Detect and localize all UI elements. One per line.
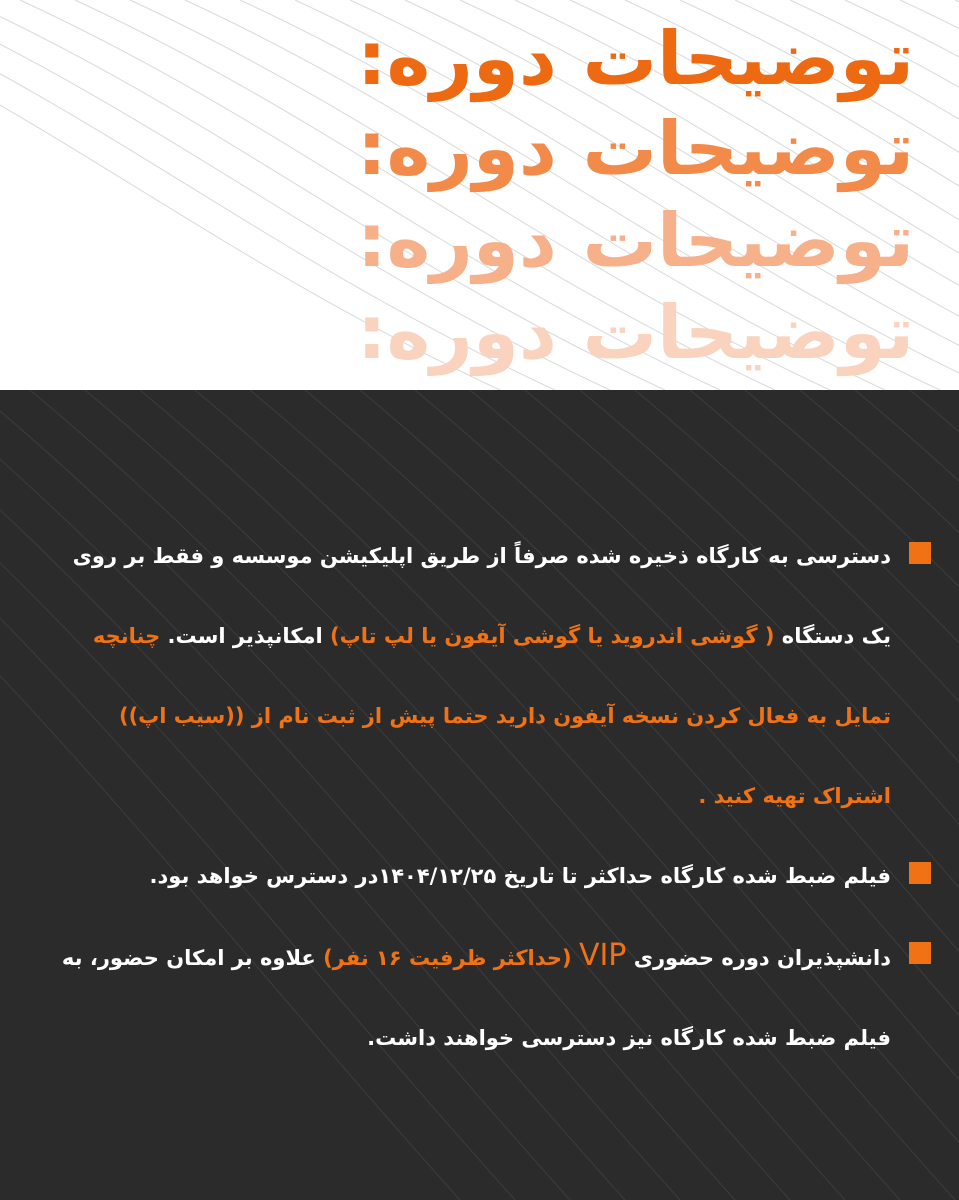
iphone-notice: چنانچه تمایل به فعال کردن نسخه آیفون دارید حتما پیش از ثبت نام از ((سیب اپ)) اشتراک تهیه کنید . — [92, 624, 891, 808]
course-description-title-echo: توضیحات دوره: — [357, 290, 914, 376]
list-item-recording-deadline — [50, 836, 931, 916]
item-text: دانشپذیران دوره حضوری — [633, 946, 891, 970]
item-highlight: ( گوشی اندروید یا گوشی آیفون یا لپ تاپ) — [330, 624, 775, 648]
details-panel — [0, 390, 959, 1200]
course-description-title: توضیحات دوره: — [357, 16, 914, 102]
course-description-title-echo: توضیحات دوره: — [357, 198, 914, 284]
capacity-note: (حداکثر ظرفیت ۱۶ نفر) — [323, 946, 572, 970]
list-item-access — [50, 516, 931, 836]
square-bullet-icon — [909, 942, 931, 964]
square-bullet-icon — [909, 862, 931, 884]
item-text: فیلم ضبط شده کارگاه حداکثر تا تاریخ ۱۴۰۴/۱۲/۲۵در دسترس خواهد بود. — [149, 864, 891, 888]
item-text: دسترسی به کارگاه ذخیره شده صرفاً از طریق اپلیکیشن موسسه و فقط بر روی یک دستگاه — [72, 544, 891, 648]
details-list — [50, 516, 931, 1078]
list-item-vip — [50, 916, 931, 1078]
vip-label: VIP — [578, 938, 627, 973]
square-bullet-icon — [909, 542, 931, 564]
item-text: علاوه بر امکان حضور، به فیلم ضبط شده کارگاه نیز دسترسی خواهند داشت. — [61, 946, 891, 1050]
header-section — [0, 0, 959, 390]
background-curve — [955, 0, 959, 390]
course-description-title-echo: توضیحات دوره: — [357, 106, 914, 192]
item-text: امکانپذیر است. — [167, 624, 323, 648]
